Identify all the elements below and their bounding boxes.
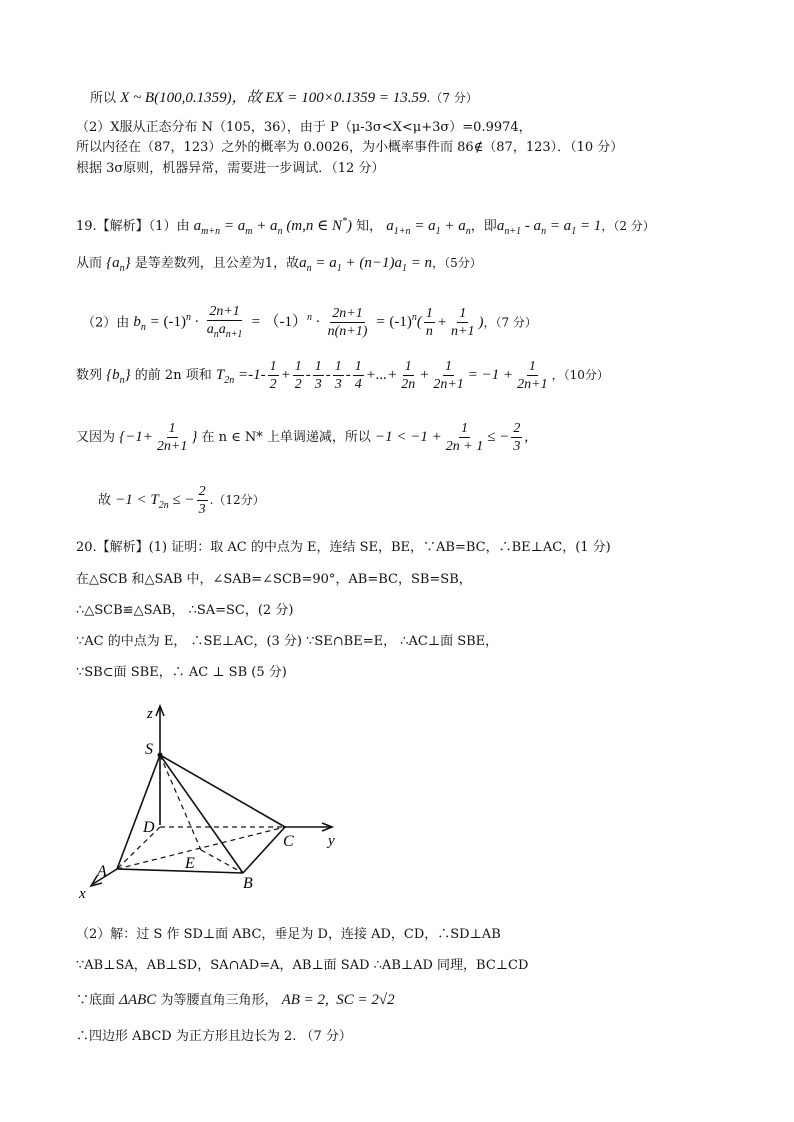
label-z: z bbox=[147, 706, 153, 722]
score: ，（10分） bbox=[551, 368, 609, 382]
text: 是等差数列，且公差为1，故 bbox=[134, 256, 300, 271]
line-18 bbox=[76, 990, 395, 1011]
line-6 bbox=[76, 253, 482, 279]
formula: = $(-1)^n$( bbox=[375, 312, 422, 331]
fraction: $\frac{2n+1}{a_na_{n+1}}$ bbox=[206, 304, 243, 340]
text: ∵底面 bbox=[76, 993, 116, 1008]
line-19: ∴四边形 ABCD 为正方形且边长为 2. （7 分） bbox=[76, 1029, 352, 1044]
text: 故 bbox=[98, 493, 112, 508]
label-D: D bbox=[143, 819, 155, 836]
line-17: ∵AB⊥SA，AB⊥SD，SA∩AD=A，AB⊥面 SAD ∴AB⊥AD 同理，BC⊥CD bbox=[76, 958, 529, 973]
score: .（12分） bbox=[209, 493, 265, 507]
text: （2）由 bbox=[82, 315, 130, 331]
formula: $T_{2n} =-1-$ bbox=[215, 367, 266, 386]
text: 在 n ∈ N* 上单调递减，所以 bbox=[201, 430, 371, 445]
line-11: 20.【解析】(1) 证明：取 AC 的中点为 E，连结 SE，BE，∵AB=BC，∴BE⊥AC，(1 分) bbox=[76, 540, 611, 555]
formula: $a_{1+n} = a_1 + a_n$ bbox=[386, 218, 471, 237]
label-y: y bbox=[328, 833, 335, 849]
label-E: E bbox=[185, 855, 195, 872]
formula: = $(-1)^n$ · bbox=[250, 312, 320, 331]
label-x: x bbox=[79, 886, 86, 900]
score: ，（7 分） bbox=[483, 315, 537, 330]
text: 又因为 bbox=[76, 430, 116, 445]
score: .（7 分） bbox=[426, 91, 478, 105]
line-1 bbox=[90, 88, 478, 109]
line-10: 故 $-1 < T_{2n}$ ≤ − $\frac{2}{3}$ .（12分） bbox=[98, 484, 265, 517]
line-3: 所以内径在（87，123）之外的概率为 0.0026，为小概率事件而 86∉（87，123）．（10 分） bbox=[76, 140, 624, 155]
text: 数列 bbox=[76, 368, 103, 383]
line-9: 又因为 {−1+ $\frac{1}{2n+1}$ } 在 n ∈ N* 上单调递减，所以 −1 < −1 + $\frac{1}{2n + 1}$ ≤ − $\frac{2}{3}$ , bbox=[76, 421, 529, 454]
line-15: ∵SB⊂面 SBE，∴ AC ⊥ SB (5 分) bbox=[76, 665, 287, 680]
fraction: $\frac{1}{n}$ bbox=[425, 306, 433, 340]
score: ，（2 分） bbox=[601, 219, 655, 233]
line-4: 根据 3σ原则，机器异常，需要进一步调试．（12 分） bbox=[76, 161, 385, 176]
label-A: A bbox=[97, 863, 107, 880]
formula: X ~ B(100,0.1359)，故 EX = 100×0.1359 = 13.59 bbox=[120, 90, 427, 106]
line-12: 在△SCB 和△SAB 中，∠SAB=∠SCB=90°，AB=BC，SB=SB， bbox=[76, 572, 472, 587]
label-B: B bbox=[243, 875, 253, 892]
fraction: $\frac{1}{n+1}$ bbox=[451, 306, 475, 340]
formula: $\{b_n\}$ bbox=[106, 367, 131, 386]
text: ，即 bbox=[470, 219, 497, 234]
formula: $a_{n+1} - a_n = a_1 = 1$ bbox=[496, 218, 602, 237]
line-13: ∴△SCB≌△SAB， ∴SA=SC，(2 分) bbox=[76, 603, 294, 618]
line-16: （2）解：过 S 作 SD⊥面 ABC，垂足为 D，连接 AD，CD，∴SD⊥AB bbox=[76, 927, 501, 942]
line-8: 数列 $\{b_n\}$ 的前 2n 项和 $T_{2n} =-1-$ $\frac{1}{2}$ + $\frac{1}{2}$ - $\frac{1}{3}$ - $\frac{1}{3}$ - $\frac{1}{4}$ +...+ $\frac{1}{2n}$ + $\frac{1}{2n+1}$ = −1 + $\frac{1}{2n+1}$ ，（10分） bbox=[76, 359, 609, 392]
text: 知， bbox=[356, 219, 383, 234]
formula: $a_n = a_1 + (n-1)a_1 = n$ bbox=[299, 255, 433, 274]
formula: AB = 2, SC = 2√2 bbox=[281, 992, 395, 1008]
text: 19.【解析】（1）由 bbox=[76, 219, 190, 234]
formula: $b_n = (-1)^n$ · bbox=[133, 312, 199, 334]
label-S: S bbox=[145, 741, 153, 758]
formula: $\{a_n\}$ bbox=[106, 255, 131, 274]
line-7: （2）由 $b_n = (-1)^n$ · $\frac{2n+1}{a_na_{n+1}}$ = $(-1)^n$ · $\frac{2n+1}{n(n+1)}$ = $(-1)^n$( $\frac{1}{n}$ + $\frac{1}{n+1}$ )，（7 分） bbox=[82, 303, 537, 343]
text: 所以 bbox=[90, 91, 117, 106]
geometry-figure bbox=[75, 700, 375, 900]
text: 的前 2n 项和 bbox=[134, 368, 212, 383]
formula: $a_{m+n} = a_m + a_n$ (m,n ∈ N*) bbox=[193, 216, 352, 237]
score: ，（5分） bbox=[432, 256, 482, 270]
line-5 bbox=[76, 212, 655, 242]
label-C: C bbox=[283, 833, 294, 850]
formula: ΔABC bbox=[119, 992, 157, 1008]
text: 为等腰直角三角形， bbox=[160, 993, 278, 1008]
line-14: ∵AC 的中点为 E， ∴SE⊥AC，(3 分) ∵SE∩BE=E， ∴AC⊥面 SBE， bbox=[76, 634, 499, 649]
fraction: $\frac{2n+1}{n(n+1)}$ bbox=[327, 306, 368, 340]
text: 从而 bbox=[76, 256, 103, 271]
line-2: （2）X服从正态分布 N（105，36），由于 P（μ-3σ<X<μ+3σ）=0.9974， bbox=[76, 120, 532, 135]
